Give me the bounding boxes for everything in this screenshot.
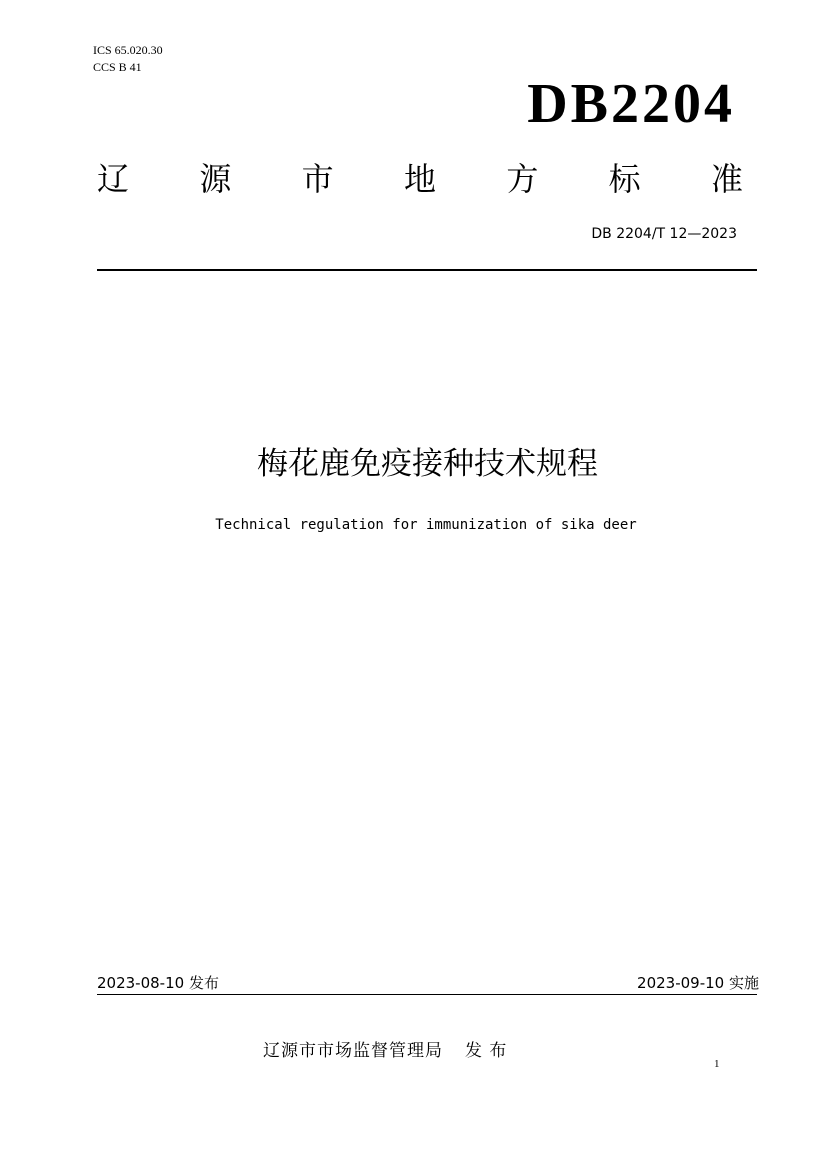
document-title-english: Technical regulation for immunization of sika deer — [215, 517, 637, 533]
footer-divider — [97, 994, 757, 995]
classification-codes — [93, 42, 163, 76]
standard-type-char: 标 — [608, 160, 641, 198]
ics-code: ICS 65.020.30 — [93, 43, 163, 57]
issue-date: 2023-08-10 发布 — [97, 974, 219, 992]
issuer-action: 发 布 — [465, 1041, 508, 1061]
issuing-authority — [263, 1039, 507, 1063]
standard-type-char: 辽 — [97, 160, 130, 198]
ccs-code: CCS B 41 — [93, 60, 142, 74]
standard-type-title — [97, 157, 743, 201]
header-divider — [97, 269, 757, 271]
standard-type-char: 市 — [301, 160, 334, 198]
implementation-date: 2023-09-10 实施 — [637, 974, 759, 992]
page-number: 1 — [714, 1058, 720, 1070]
document-title-chinese: 梅花鹿免疫接种技术规程 — [257, 446, 598, 482]
standard-type-char: 方 — [506, 160, 539, 198]
issuer-name: 辽源市市场监督管理局 — [263, 1041, 443, 1061]
standard-type-char: 准 — [710, 160, 743, 198]
standard-code-logo: DB2204 — [527, 73, 735, 135]
document-number: DB 2204/T 12—2023 — [591, 226, 737, 242]
standard-type-char: 地 — [403, 160, 436, 198]
standard-type-char: 源 — [199, 160, 232, 198]
